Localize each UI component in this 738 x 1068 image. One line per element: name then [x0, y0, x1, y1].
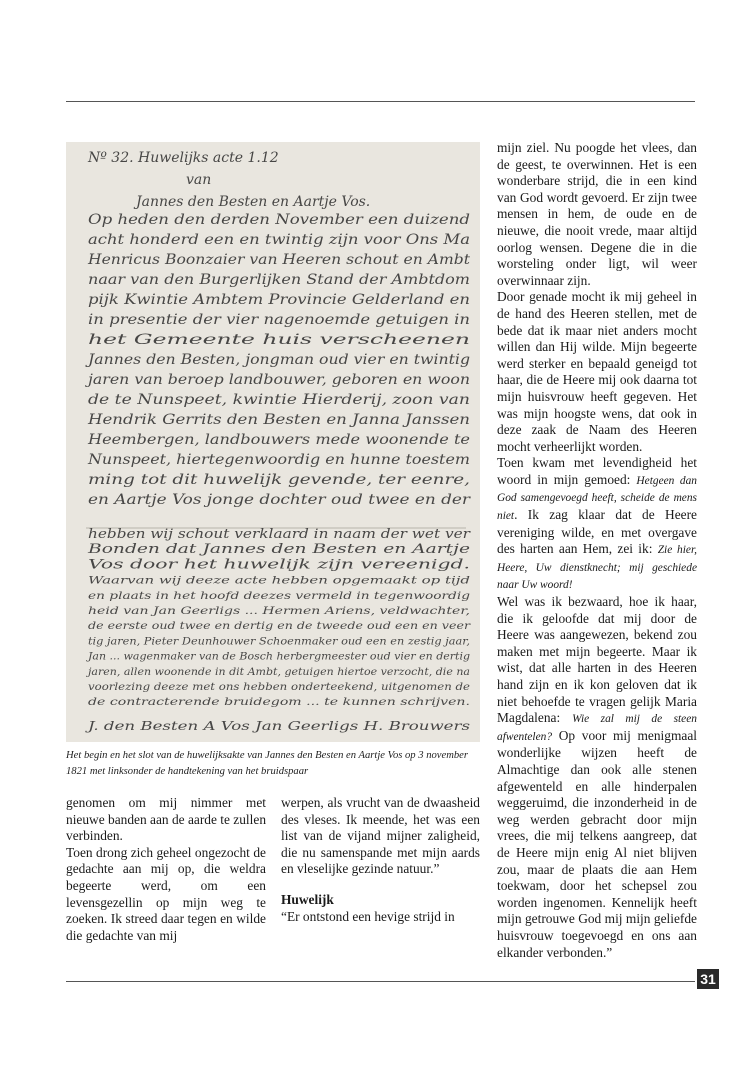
text: . Ik zag klaar dat de Heere vereniging wilde, en met overgave des harten aan Hem, zei ik: [497, 507, 697, 557]
manuscript-line: jaren van beroep landbouwer, geboren en woon [84, 372, 470, 388]
manuscript-line: de eerste oud twee en dertig en de tweede oud een en veer [88, 620, 472, 633]
bottom-rule [66, 981, 695, 982]
manuscript-line: Nunspeet, hiertegenwoordig en hunne toestem [86, 452, 470, 468]
manuscript-line: Henricus Boonzaier van Heeren schout en Ambt [86, 252, 471, 268]
manuscript-line: Jannes den Besten en Aartje Vos. [136, 194, 371, 210]
paragraph: Toen drong zich geheel ongezocht de gedachte aan mij op, die weldra begeerte werd, om een levensgezellin op mijn weg te zoeken. Ik streed daar tegen en wilde die gedachte van mij [66, 844, 266, 943]
manuscript-line: acht honderd een en twintig zijn voor Ons Ma [88, 232, 470, 248]
manuscript-line: Bonden dat Jannes den Besten en Aartje [86, 542, 471, 558]
text: Toen kwam met levendigheid het woord in mijn gemoed: [497, 455, 697, 487]
manuscript-line: Jan ... wagenmaker van de Bosch herbergmeester oud vier en dertig [85, 650, 471, 663]
paragraph: “Er ontstond een hevige strijd in [281, 908, 455, 924]
page-number: 31 [697, 969, 719, 989]
section-heading: Huwelijk [281, 891, 334, 907]
manuscript-line: en plaats in het hoofd deezes vermeld in tegenwoordig [88, 589, 471, 602]
manuscript-line: Nº 32. Huwelijks acte 1.12 [88, 150, 279, 166]
bible-quote: Zie hier, Heere, Uw dienstknecht; mij geschiede naar Uw woord! [497, 544, 697, 592]
paragraph: genomen om mij nimmer met nieuwe banden aan de aarde te zullen verbinden. [66, 795, 267, 844]
manuscript-line: Waarvan wij deeze acte hebben opgemaakt op tijd [88, 574, 471, 587]
paragraph: mijn ziel. Nu poogde het vlees, dan de geest, te overwinnen. Het is een wonderbare strijd, die in een kind van God wordt gevoerd. Er zijn twee mensen in hem, de oude en de nieuwe, die nooit vrede, maar altijd oorlog wensen. Degene die in die worsteling onder ligt, wil weer overwinnaar zijn. [497, 140, 697, 288]
manuscript-line: jaren, allen woonende in dit Ambt, getuigen hiertoe verzocht, die na [85, 665, 470, 678]
text-column-1 [66, 795, 266, 944]
bible-quote: Hetgeen dan God samengevoegd heeft, scheide de mens niet [497, 474, 697, 523]
manuscript-line: hebben wij schout verklaard in naam der wet ver [88, 527, 471, 542]
photo-caption: Het begin en het slot van de huwelijksakte van Jannes den Besten en Aartje Vos op 3 november 1821 met linksonder de handtekening van het bruidspaar [66, 750, 468, 777]
manuscript-line: naar van den Burgerlijken Stand der Ambtdom [88, 272, 470, 288]
manuscript-line: J. den Besten A Vos Jan Geerligs H. Brouwers [83, 719, 471, 733]
manuscript-line: voorlezing deeze met ons hebben onderteekend, uitgenomen de [88, 681, 470, 693]
manuscript-line: de contracterende bruidegom ... te kunnen schrijven. [88, 696, 470, 709]
text: Op voor mij menigmaal wonderlijke wijzen heeft de Almachtige dan ook alle stenen afgewenteld en alle hinderpalen weggeruimd, die inzonderheid in de weg werden gebracht door mijn vrees, die mij telkens aangreep, dat de Heere mijn enig Al niet blijven zou, maar de plaats die aan Hem toekwam, door het schepsel zou worden ingenomen. Kennelijk heeft mijn getrouwe God mij mijn geliefde huisvrouw toegevoegd en ons aan elkander verbonden.” [497, 727, 697, 960]
manuscript-line: pijk Kwintie Ambtem Provincie Gelderland en [88, 292, 471, 308]
text-column-2 [281, 795, 480, 925]
manuscript-line: Vos door het huwelijk zijn vereenigd. [88, 557, 470, 573]
top-rule [66, 101, 695, 102]
paragraph [497, 455, 697, 594]
manuscript-line: Jannes den Besten, jongman oud vier en twintig [84, 352, 471, 368]
manuscript-line: tig jaren, Pieter Deunhouwer Schoenmaker oud een en zestig jaar, [88, 635, 471, 648]
text-column-3 [497, 140, 697, 961]
manuscript-line: in presentie der vier nagenoemde getuigen in [88, 312, 470, 328]
manuscript-line: Op heden den derden November een duizend [88, 212, 471, 228]
text: Wel was ik bezwaard, hoe ik haar, die ik geloofde dat mij door de Heere was aangewezen, bekend zou maken met mijn begeerte. Maar ik wist, dat alle harten in des Heeren hand zijn en ik kon geloven dat ik niet behoefde te vragen gelijk Maria Magdalena: [497, 594, 697, 726]
manuscript-line: Hendrik Gerrits den Besten en Janna Janssen [86, 412, 470, 428]
manuscript-handwriting [66, 142, 480, 742]
manuscript-line: Heembergen, landbouwers mede woonende te [86, 432, 471, 448]
marriage-certificate-photo [66, 142, 480, 742]
paragraph [497, 594, 697, 961]
manuscript-line: ming tot dit huwelijk gevende, ter eenre, [88, 472, 471, 488]
manuscript-line: de te Nunspeet, kwintie Hierderij, zoon van [88, 392, 470, 408]
paragraph: werpen, als vrucht van de dwaasheid des vleses. Ik meende, het was een list van de vijand mijner zaligheid, die nu samenspande met mijn aards en vleselijke gezinde natuur.” [281, 795, 480, 877]
paragraph: Door genade mocht ik mij geheel in de hand des Heeren stellen, met de bede dat ik maar niet anders mocht willen dan Hij wilde. Mijn begeerte werd sterker en bepaald geneigd tot haar, die de Heere mij ook daarna tot mijn huisvrouw heeft gegeven. Het was mijn hoogste wens, dat ook in deze zaak de Naam des Heeren mocht verheerlijkt worden. [497, 289, 697, 454]
manuscript-line: het Gemeente huis verscheenen [88, 332, 470, 348]
manuscript-line: heid van Jan Geerligs ... Hermen Ariens, veldwachter, [88, 605, 470, 617]
bible-quote: Wie zal mij de steen afwentelen? [497, 713, 697, 743]
manuscript-line: van [186, 172, 212, 188]
manuscript-line: en Aartje Vos jonge dochter oud twee en der [88, 492, 472, 508]
